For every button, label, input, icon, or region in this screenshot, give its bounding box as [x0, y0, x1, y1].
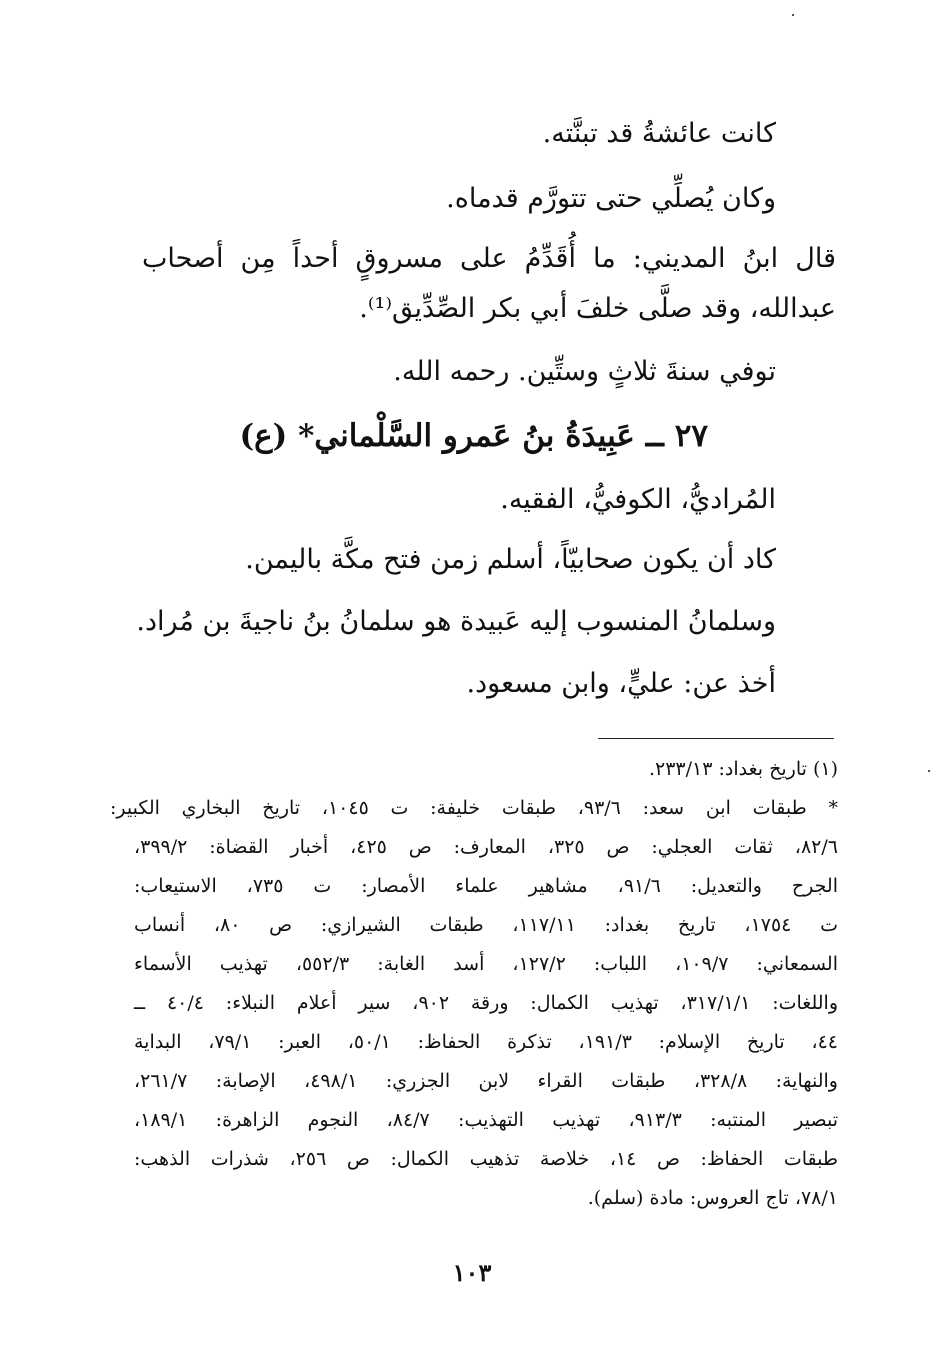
footnote-1: (١) تاريخ بغداد: ٢٣٣/١٣.: [648, 758, 838, 780]
biography-heading: ٢٧ ــ عَبِيدَةُ بنُ عَمرو السَّلْماني* (ع): [239, 418, 708, 454]
body-line-1: كانت عائشةُ قد تبنَّته.: [542, 118, 776, 149]
footnote-source-line-6: واللغات: ٣١٧/١/١، تهذيب الكمال: ورقة ٩٠٢، سير أعلام النبلاء: ٤٠/٤ ــ: [134, 992, 838, 1014]
footnote-source-line-3: الجرح والتعديل: ٩١/٦، مشاهير علماء الأمصار: ت ٧٣٥، الاستيعاب:: [134, 875, 839, 897]
footnote-source-line-9: تبصير المنتبه: ٩١٣/٣، تهذيب التهذيب: ٨٤/٧، النجوم الزاهرة: ١٨٩/١،: [134, 1109, 839, 1131]
footnote-source-line-4: ت ١٧٥٤، تاريخ بغداد: ١١٧/١١، طبقات الشيرازي: ص ٨٠، أنساب: [134, 914, 838, 936]
bio-line-1: المُراديُّ، الكوفيُّ، الفقيه.: [500, 484, 776, 515]
scan-mark: [792, 14, 794, 16]
body-line-4: عبدالله، وقد صلَّى خلفَ أبي بكر الصِّدِّيق⁽¹⁾.: [359, 293, 836, 324]
footnote-source-line-1: * طبقات ابن سعد: ٩٣/٦، طبقات خليفة: ت ١٠٤٥، تاريخ البخاري الكبير:: [110, 797, 838, 819]
footnote-source-line-11: ٧٨/١، تاج العروس: مادة (سلم).: [587, 1187, 838, 1209]
body-line-5: توفي سنةَ ثلاثٍ وستِّين. رحمه الله.: [393, 356, 776, 387]
scan-mark: [928, 770, 930, 772]
page-number: ١٠٣: [452, 1258, 492, 1287]
bio-line-2: كاد أن يكون صحابيّاً، أسلم زمن فتح مكَّة باليمن.: [245, 544, 776, 575]
body-line-2: وكان يُصلِّي حتى تتورَّم قدماه.: [446, 183, 776, 214]
footnote-source-line-7: ٤٤، تاريخ الإسلام: ١٩١/٣، تذكرة الحفاظ: ٥٠/١، العبر: ٧٩/١، البداية: [134, 1031, 839, 1053]
footnote-source-line-10: طبقات الحفاظ: ص ١٤، خلاصة تذهيب الكمال: ص ٢٥٦، شذرات الذهب:: [134, 1148, 838, 1170]
footnote-source-line-5: السمعاني: ١٠٩/٧، اللباب: ١٢٧/٢، أسد الغابة: ٥٥٢/٣، تهذيب الأسماء: [134, 953, 838, 975]
bio-line-3: وسلمانُ المنسوب إليه عَبيدة هو سلمانُ بنُ ناجيةَ بن مُراد.: [136, 606, 776, 637]
footnote-separator: [598, 738, 834, 739]
bio-line-4: أخذ عن: عليٍّ، وابن مسعود.: [466, 668, 776, 699]
footnote-source-line-8: والنهاية: ٣٢٨/٨، طبقات القراء لابن الجزري: ٤٩٨/١، الإصابة: ٢٦١/٧،: [134, 1070, 838, 1092]
body-line-3: قال ابنُ المديني: ما أُقَدِّمُ على مسروقٍ أحداً مِن أصحاب: [142, 243, 836, 274]
footnote-source-line-2: ٨٢/٦، ثقات العجلي: ص ٣٢٥، المعارف: ص ٤٢٥، أخبار القضاة: ٣٩٩/٢،: [134, 836, 838, 858]
